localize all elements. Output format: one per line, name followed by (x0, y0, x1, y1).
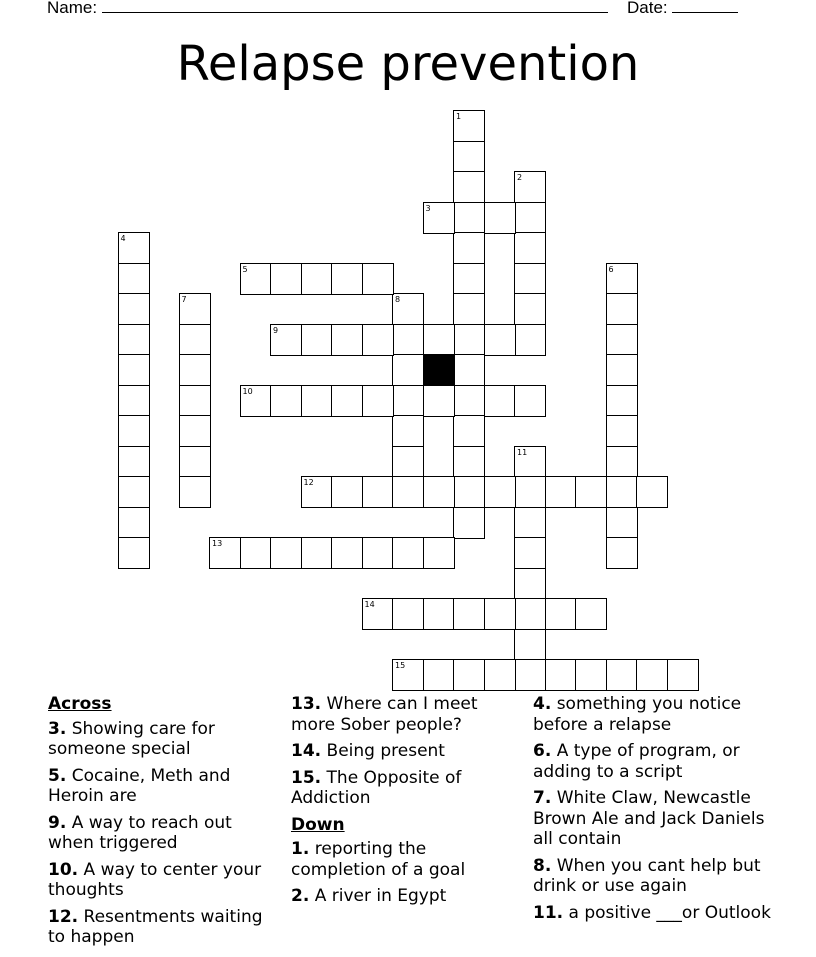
grid-cell[interactable] (545, 598, 577, 630)
clue-item-text: Where can I meet more Sober people? (291, 694, 478, 735)
grid-cell[interactable] (209, 537, 241, 569)
grid-cell[interactable] (392, 324, 424, 356)
grid-cell[interactable] (453, 507, 485, 539)
grid-cell[interactable] (270, 324, 302, 356)
clue-item-number: 7. (533, 788, 552, 808)
clue-item-number: 3. (48, 718, 67, 739)
clue-item (291, 768, 521, 809)
grid-cell[interactable] (606, 293, 638, 325)
grid-cell[interactable] (606, 476, 638, 508)
grid-cell[interactable] (392, 537, 424, 569)
grid-cell[interactable] (606, 324, 638, 356)
clue-item-text: Being present (326, 741, 445, 761)
grid-cell[interactable] (240, 385, 272, 417)
grid-cell[interactable] (514, 171, 546, 203)
grid-cell[interactable] (453, 232, 485, 264)
blocked-cell (423, 354, 455, 386)
grid-cell[interactable] (301, 476, 333, 508)
grid-cell[interactable] (179, 476, 211, 508)
grid-cell[interactable] (453, 598, 485, 630)
grid-cell[interactable] (118, 537, 150, 569)
grid-cell[interactable] (423, 659, 455, 691)
grid-cell[interactable] (392, 446, 424, 478)
clue-item-number: 2. (291, 886, 310, 906)
grid-cell[interactable] (270, 263, 302, 295)
grid-cell[interactable] (636, 476, 668, 508)
grid-cell[interactable] (484, 659, 516, 691)
clue-item-number: 6. (533, 741, 552, 761)
grid-cell[interactable] (514, 537, 546, 569)
clue-item (533, 856, 783, 897)
date-label: Date: (627, 0, 668, 17)
clue-item-text: Showing care for someone special (48, 718, 215, 759)
grid-cell[interactable] (545, 476, 577, 508)
grid-cell[interactable] (331, 324, 363, 356)
clue-item-text: Cocaine, Meth and Heroin are (48, 765, 231, 806)
clue-number: 12 (303, 478, 314, 487)
clue-number: 5 (242, 264, 248, 274)
clue-item-number: 12. (48, 906, 79, 927)
clue-item-text: White Claw, Newcastle Brown Ale and Jack Daniels all contain (533, 788, 765, 849)
grid-cell[interactable] (453, 202, 485, 234)
grid-cell[interactable] (392, 385, 424, 417)
clue-item (291, 839, 521, 880)
clue-item-text: Resentments waiting to happen (48, 906, 263, 947)
clues-column-1 (48, 694, 278, 954)
grid-cell[interactable] (301, 385, 333, 417)
grid-cell[interactable] (179, 293, 211, 325)
clue-number: 1 (456, 112, 462, 121)
grid-cell[interactable] (301, 537, 333, 569)
grid-cell[interactable] (453, 293, 485, 325)
clue-item (533, 694, 783, 735)
clue-item-text: When you cant help but drink or use again (533, 855, 761, 896)
grid-cell[interactable] (179, 385, 211, 417)
grid-cell[interactable] (362, 324, 394, 356)
grid-cell[interactable] (423, 476, 455, 508)
grid-cell[interactable] (118, 354, 150, 386)
grid-cell[interactable] (606, 354, 638, 386)
grid-cell[interactable] (392, 598, 424, 630)
clues-column-3 (533, 694, 783, 929)
grid-cell[interactable] (423, 385, 455, 417)
clue-item (291, 741, 521, 762)
clue-number: 15 (395, 661, 406, 670)
grid-cell[interactable] (636, 659, 668, 691)
grid-cell[interactable] (606, 507, 638, 539)
grid-cell[interactable] (179, 354, 211, 386)
grid-cell[interactable] (484, 476, 516, 508)
grid-cell[interactable] (362, 476, 394, 508)
grid-cell[interactable] (392, 293, 424, 325)
grid-cell[interactable] (514, 324, 546, 356)
grid-cell[interactable] (331, 537, 363, 569)
grid-cell[interactable] (118, 446, 150, 478)
name-label: Name: (47, 0, 98, 17)
grid-cell[interactable] (606, 415, 638, 447)
grid-cell[interactable] (331, 476, 363, 508)
grid-cell[interactable] (453, 110, 485, 142)
clue-number: 6 (608, 264, 614, 274)
clue-item-text: A way to reach out when triggered (48, 812, 232, 853)
grid-cell[interactable] (575, 659, 607, 691)
clue-item-number: 14. (291, 741, 322, 761)
grid-cell[interactable] (270, 385, 302, 417)
grid-cell[interactable] (667, 659, 699, 691)
grid-cell[interactable] (118, 476, 150, 508)
grid-cell[interactable] (240, 537, 272, 569)
clue-item-text: A way to center your thoughts (48, 859, 262, 900)
clue-item-text: A river in Egypt (314, 886, 447, 906)
grid-cell[interactable] (392, 659, 424, 691)
clue-number: 8 (395, 295, 401, 304)
grid-cell[interactable] (362, 537, 394, 569)
grid-cell[interactable] (118, 293, 150, 325)
grid-cell[interactable] (514, 263, 546, 295)
grid-cell[interactable] (240, 263, 272, 295)
grid-cell[interactable] (514, 293, 546, 325)
grid-cell[interactable] (301, 324, 333, 356)
grid-cell[interactable] (484, 324, 516, 356)
clue-item-number: 9. (48, 812, 67, 833)
grid-cell[interactable] (575, 598, 607, 630)
grid-cell[interactable] (453, 263, 485, 295)
grid-cell[interactable] (179, 415, 211, 447)
grid-cell[interactable] (362, 385, 394, 417)
grid-cell[interactable] (118, 507, 150, 539)
clue-item (533, 741, 783, 782)
clue-item-number: 4. (533, 694, 552, 714)
grid-cell[interactable] (301, 263, 333, 295)
clue-item-text: something you notice before a relapse (533, 694, 742, 735)
grid-cell[interactable] (606, 659, 638, 691)
clue-item (533, 903, 783, 924)
clue-number: 11 (517, 447, 528, 457)
grid-cell[interactable] (362, 598, 394, 630)
clue-item (291, 694, 521, 735)
grid-cell[interactable] (392, 354, 424, 386)
clue-item-number: 8. (533, 855, 552, 876)
clue-item (291, 886, 521, 907)
clue-item-number: 10. (48, 859, 79, 880)
clue-item-text: The Opposite of Addiction (291, 767, 462, 808)
clue-number: 9 (273, 325, 279, 335)
grid-cell[interactable] (484, 598, 516, 630)
grid-cell[interactable] (453, 446, 485, 478)
grid-cell[interactable] (423, 537, 455, 569)
grid-cell[interactable] (118, 415, 150, 447)
grid-cell[interactable] (606, 385, 638, 417)
clue-item-text: A type of program, or adding to a script (533, 741, 740, 782)
clue-number: 14 (364, 600, 375, 609)
clue-number: 2 (517, 173, 523, 182)
clue-item-number: 5. (48, 765, 67, 786)
down-heading: Down (291, 814, 345, 835)
grid-cell[interactable] (453, 659, 485, 691)
grid-cell[interactable] (514, 446, 546, 478)
grid-cell[interactable] (514, 629, 546, 661)
grid-cell[interactable] (270, 537, 302, 569)
grid-cell[interactable] (423, 598, 455, 630)
clue-item (48, 766, 278, 807)
grid-cell[interactable] (514, 385, 546, 417)
grid-cell[interactable] (514, 232, 546, 264)
grid-cell[interactable] (118, 232, 150, 264)
grid-cell[interactable] (514, 568, 546, 600)
grid-cell[interactable] (423, 202, 455, 234)
clue-item (48, 813, 278, 854)
grid-cell[interactable] (118, 324, 150, 356)
grid-cell[interactable] (453, 415, 485, 447)
grid-cell[interactable] (484, 202, 516, 234)
grid-cell[interactable] (179, 446, 211, 478)
grid-cell[interactable] (514, 659, 546, 691)
grid-cell[interactable] (118, 263, 150, 295)
clue-item (48, 907, 278, 948)
grid-cell[interactable] (606, 446, 638, 478)
clue-item (533, 788, 783, 850)
clue-item-number: 1. (291, 839, 310, 859)
grid-cell[interactable] (331, 263, 363, 295)
clues-column-2 (291, 694, 521, 913)
grid-cell[interactable] (453, 324, 485, 356)
grid-cell[interactable] (179, 324, 211, 356)
grid-cell[interactable] (423, 324, 455, 356)
grid-cell[interactable] (453, 354, 485, 386)
grid-cell[interactable] (331, 385, 363, 417)
grid-cell[interactable] (514, 476, 546, 508)
grid-cell[interactable] (392, 476, 424, 508)
grid-cell[interactable] (453, 385, 485, 417)
grid-cell[interactable] (606, 537, 638, 569)
grid-cell[interactable] (392, 415, 424, 447)
grid-cell[interactable] (118, 385, 150, 417)
clue-number: 7 (181, 295, 187, 304)
clue-item (48, 860, 278, 901)
clue-number: 10 (242, 386, 253, 396)
clue-item-text: a positive ___or Outlook (568, 902, 771, 923)
clue-item-number: 13. (291, 694, 322, 714)
grid-cell[interactable] (453, 476, 485, 508)
grid-cell[interactable] (453, 141, 485, 173)
clue-item (48, 719, 278, 760)
clue-number: 13 (212, 539, 223, 548)
clue-item-number: 15. (291, 767, 322, 788)
grid-cell[interactable] (514, 598, 546, 630)
page-title: Relapse prevention (176, 36, 640, 92)
across-heading: Across (48, 694, 112, 714)
grid-cell[interactable] (453, 171, 485, 203)
clue-number: 3 (425, 203, 431, 213)
grid-cell[interactable] (362, 263, 394, 295)
grid-cell[interactable] (484, 385, 516, 417)
grid-cell[interactable] (545, 659, 577, 691)
grid-cell[interactable] (514, 507, 546, 539)
grid-cell[interactable] (575, 476, 607, 508)
clue-item-text: reporting the completion of a goal (291, 839, 466, 880)
clue-item-number: 11. (533, 902, 564, 923)
clue-number: 4 (120, 234, 126, 243)
grid-cell[interactable] (514, 202, 546, 234)
grid-cell[interactable] (606, 263, 638, 295)
